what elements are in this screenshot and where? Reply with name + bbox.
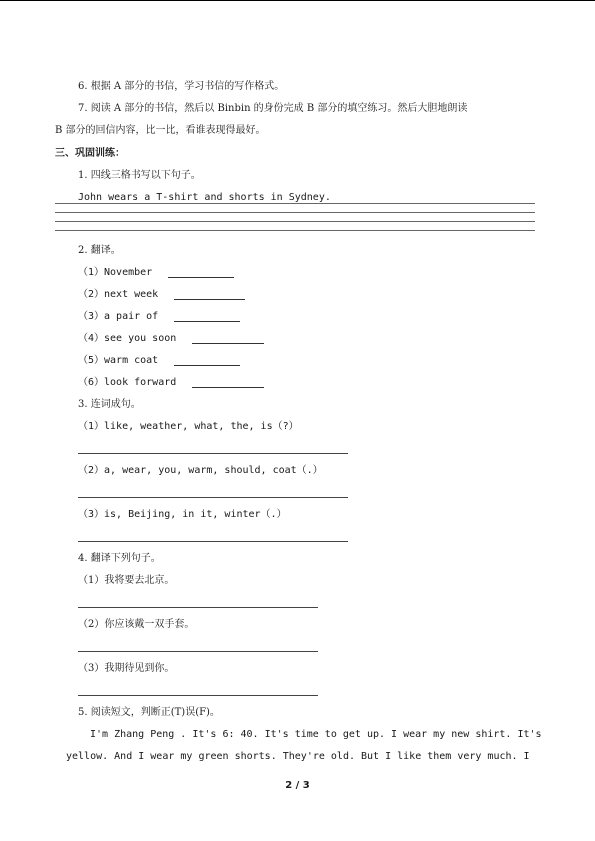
- q5-passage-line-1: I'm Zhang Peng . It's 6: 40. It's time to get up. I wear my new shirt. It's: [90, 729, 542, 740]
- instruction-7-continued: B 部分的回信内容，比一比，看谁表现得最好。: [55, 125, 266, 136]
- q4-answer-line-2[interactable]: [78, 651, 318, 652]
- q4-prompt: 4. 翻译下列句子。: [78, 553, 161, 564]
- q2-answer-blank-3[interactable]: [174, 321, 240, 322]
- q2-item-2: （2）next week: [78, 289, 159, 300]
- q2-item-3: （3）a pair of: [78, 311, 159, 322]
- q2-prompt: 2. 翻译。: [78, 245, 121, 256]
- q4-item-1: （1）我将要去北京。: [78, 575, 175, 586]
- q2-answer-blank-6[interactable]: [192, 387, 264, 388]
- instruction-7: 7. 阅读 A 部分的书信，然后以 Binbin 的身份完成 B 部分的填空练习。然后大胆地朗读: [78, 103, 468, 114]
- page-number: 2 / 3: [285, 780, 310, 791]
- instruction-6: 6. 根据 A 部分的书信，学习书信的写作格式。: [78, 81, 285, 92]
- header-rule: [0, 0, 595, 1]
- q3-answer-line-1[interactable]: [78, 453, 348, 454]
- q3-prompt: 3. 连词成句。: [78, 399, 141, 410]
- q2-answer-blank-4[interactable]: [192, 343, 264, 344]
- q2-answer-blank-2[interactable]: [174, 299, 245, 300]
- q1-prompt: 1. 四线三格书写以下句子。: [78, 170, 201, 181]
- section-heading: 三、巩固训练：: [55, 148, 125, 159]
- q5-prompt: 5. 阅读短文，判断正(T)误(F)。: [78, 707, 220, 718]
- q5-passage-line-2: yellow. And I wear my green shorts. They're old. But I like them very much. I: [66, 751, 530, 762]
- q3-answer-line-2[interactable]: [78, 497, 348, 498]
- q2-answer-blank-5[interactable]: [174, 365, 240, 366]
- q1-sentence: John wears a T-shirt and shorts in Sydney.: [78, 192, 331, 203]
- q3-item-1: （1）like, weather, what, the, is（?）: [78, 421, 299, 432]
- q4-answer-line-1[interactable]: [78, 607, 318, 608]
- q2-answer-blank-1[interactable]: [168, 277, 234, 278]
- q2-item-5: （5）warm coat: [78, 355, 159, 366]
- q2-item-4: （4）see you soon: [78, 333, 177, 344]
- q4-item-3: （3）我期待见到你。: [78, 663, 175, 674]
- q3-answer-line-3[interactable]: [78, 541, 348, 542]
- q4-answer-line-3[interactable]: [78, 695, 318, 696]
- q4-item-2: （2）你应该戴一双手套。: [78, 619, 195, 630]
- four-line-grid[interactable]: [55, 203, 535, 231]
- q2-item-1: （1）November: [78, 267, 153, 278]
- q2-item-6: （6）look forward: [78, 377, 177, 388]
- q3-item-3: （3）is, Beijing, in it, winter（.）: [78, 509, 287, 520]
- q3-item-2: （2）a, wear, you, warm, should, coat（.）: [78, 465, 323, 476]
